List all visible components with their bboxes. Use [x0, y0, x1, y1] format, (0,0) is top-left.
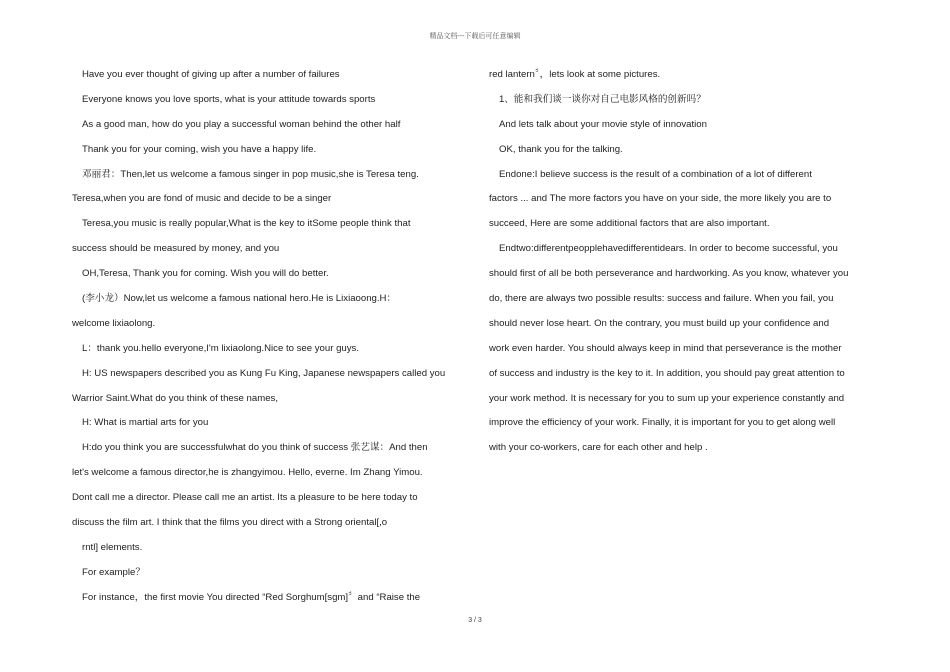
text-line: For example？: [82, 566, 145, 578]
text-line: For instance，the first movie You directed “Red Sorghum[sgm]〞and “Raise the: [82, 591, 421, 603]
text-line: succeed, Here are some additional factors that are also important.: [489, 218, 770, 230]
text-line: work even harder. You should always keep in mind that perseverance is the mother: [489, 342, 842, 354]
text-line: 1、能和我们谈一谈你对自己电影风格的创新吗？: [499, 93, 706, 105]
text-line: H: What is martial arts for you: [82, 417, 209, 429]
left-column: [72, 64, 462, 612]
text-line: should first of all be both perseverance and hardworking. As you know, whatever you: [489, 268, 849, 280]
text-line: factors ... and The more factors you have on your side, the more likely you are to: [489, 193, 832, 205]
text-line: Dont call me a director. Please call me an artist. Its a pleasure to be here today to: [72, 492, 418, 504]
text-line: rntl] elements.: [82, 541, 143, 553]
text-line: OH,Teresa, Thank you for coming. Wish you will do better.: [82, 268, 329, 280]
text-line: Teresa,when you are fond of music and decide to be a singer: [72, 193, 332, 205]
text-line: As a good man, how do you play a successful woman behind the other half: [82, 118, 401, 130]
text-line: Endone:I believe success is the result of a combination of a lot of different: [499, 168, 812, 180]
text-line: And lets talk about your movie style of innovation: [499, 118, 707, 130]
text-line: your work method. It is necessary for you to sum up your experience constantly and: [489, 392, 845, 404]
text-line: H: US newspapers described you as Kung Fu King, Japanese newspapers called you: [82, 367, 446, 379]
text-line: 邓丽君：Then,let us welcome a famous singer in pop music,she is Teresa teng.: [82, 168, 419, 180]
text-line: should never lose heart. On the contrary, you must build up your confidence and: [489, 317, 830, 329]
text-line: L：thank you.hello everyone,I'm lixiaolong.Nice to see your guys.: [82, 342, 360, 354]
text-line: improve the efficiency of your work. Finally, it is important for you to get along well: [489, 417, 836, 429]
text-line: with your co-workers, care for each other and help .: [489, 442, 708, 454]
text-line: Thank you for your coming, wish you have a happy life.: [82, 143, 317, 155]
text-line: success should be measured by money, and you: [72, 243, 280, 255]
text-line: OK, thank you for the talking.: [499, 143, 623, 155]
page-number: 3 / 3: [468, 617, 482, 624]
text-line: let's welcome a famous director,he is zhangyimou. Hello, everne. Im Zhang Yimou.: [72, 467, 423, 479]
text-line: red lantern〞，lets look at some pictures.: [489, 69, 661, 80]
text-line: Have you ever thought of giving up after a number of failures: [82, 69, 340, 80]
text-line: Endtwo:differentpeopplehavedifferentidears. In order to become successful, you: [499, 243, 838, 255]
text-line: discuss the film art. I think that the films you direct with a Strong oriental[,o: [72, 517, 388, 529]
text-line: do, there are always two possible results: success and failure. When you fail, you: [489, 293, 834, 305]
right-column: [489, 64, 881, 462]
text-line: Teresa,you music is really popular,What is the key to itSome people think that: [82, 218, 411, 230]
page-header: 精品文档---下载后可任意编辑: [429, 32, 521, 40]
text-line: of success and industry is the key to it. In addition, you should pay great attention to: [489, 367, 845, 379]
text-line: H:do you think you are successfulwhat do you think of success 张艺谋：And then: [82, 442, 428, 454]
text-line: welcome lixiaolong.: [72, 317, 156, 329]
text-line: (李小龙）Now,let us welcome a famous national hero.He is Lixiaoong.H：: [82, 293, 397, 305]
text-line: Everyone knows you love sports, what is your attitude towards sports: [82, 93, 376, 105]
text-line: Warrior Saint.What do you think of these names,: [72, 392, 279, 404]
